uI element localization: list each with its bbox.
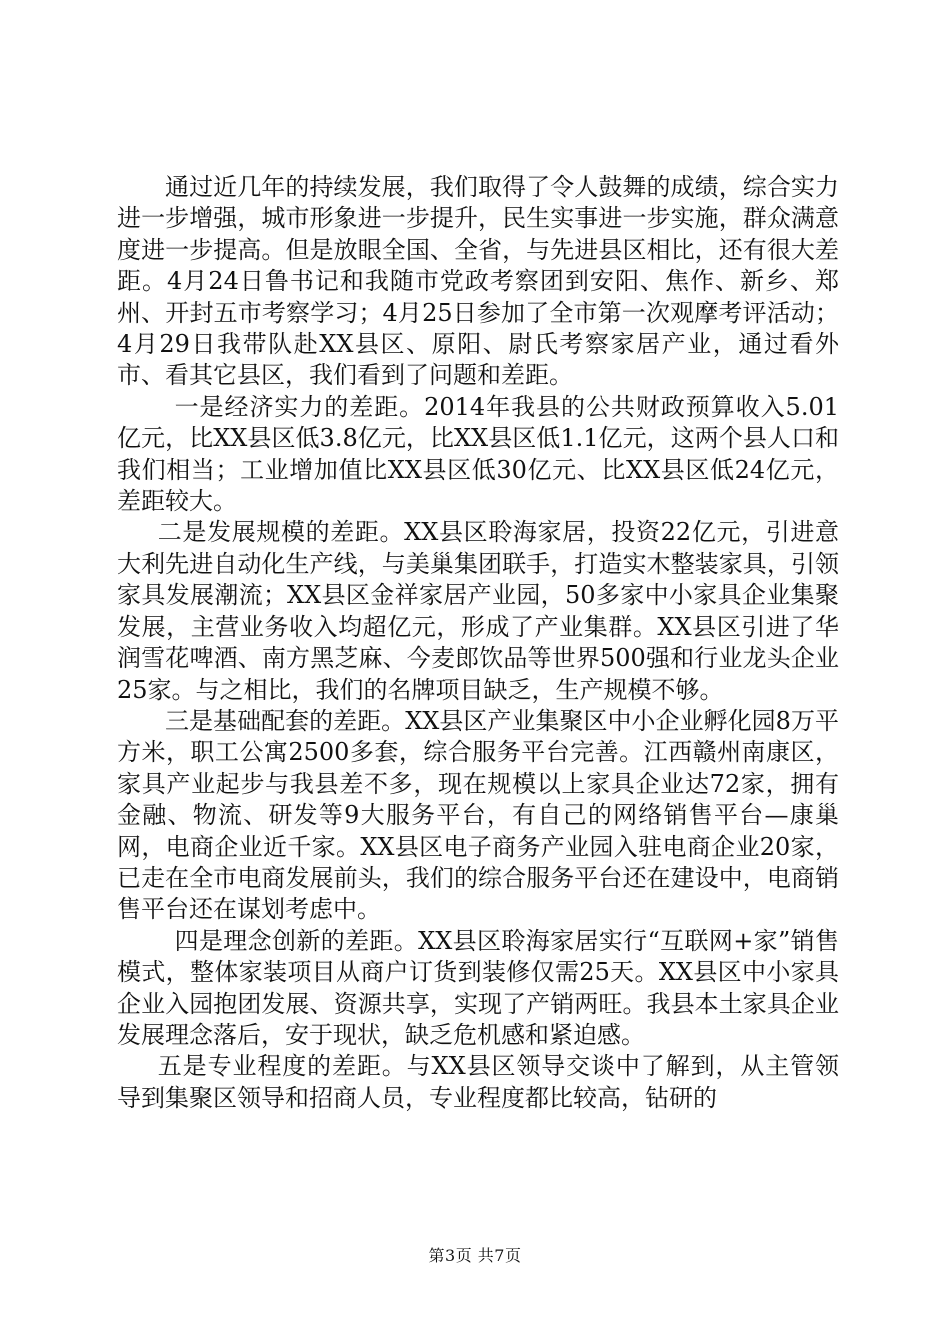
document-body [117,172,839,1114]
paragraph-innovation-gap: 四是理念创新的差距。XX县区聆海家居实行“互联网+家”销售模式，整体家装项目从商户订货到装修仅需25天。XX县区中小家具企业入园抱团发展、资源共享，实现了产销两旺。我县本土家具企业发展理念落后，安于现状，缺乏危机感和紧迫感。 [117,926,839,1049]
page-footer: 第3页 共7页 [428,1246,522,1265]
paragraph-economic-gap: 一是经济实力的差距。2014年我县的公共财政预算收入5.01亿元，比XX县区低3.8亿元，比XX县区低1.1亿元，这两个县人口和我们相当；工业增加值比XX县区低30亿元、比XX县区低24亿元，差距较大。 [117,392,839,516]
paragraph-infrastructure-gap: 三是基础配套的差距。XX县区产业集聚区中小企业孵化园8万平方米，职工公寓2500多套，综合服务平台完善。江西赣州南康区，家具产业起步与我县差不多，现在规模以上家具企业达72家，拥有金融、物流、研发等9大服务平台，有自己的网络销售平台—康巢网，电商企业近千家。XX县区电子商务产业园入驻电商企业20家，已走在全市电商发展前头，我们的综合服务平台还在建设中，电商销售平台还在谋划考虑中。 [117,706,839,924]
paragraph-scale-gap: 二是发展规模的差距。XX县区聆海家居，投资22亿元，引进意大利先进自动化生产线，与美巢集团联手，打造实木整装家具，引领家具发展潮流；XX县区金祥家居产业园，50多家中小家具企业集聚发展，主营业务收入均超亿元，形成了产业集群。XX县区引进了华润雪花啤酒、南方黑芝麻、今麦郎饮品等世界500强和行业龙头企业25家。与之相比，我们的名牌项目缺乏，生产规模不够。 [117,518,839,704]
paragraph-intro: 通过近几年的持续发展，我们取得了令人鼓舞的成绩，综合实力进一步增强，城市形象进一步提升，民生实事进一步实施，群众满意度进一步提高。但是放眼全国、全省，与先进县区相比，还有很大差距。4月24日鲁书记和我随市党政考察团到安阳、焦作、新乡、郑州、开封五市考察学习；4月25日参加了全市第一次观摩考评活动；4月29日我带队赴XX县区、原阳、尉氏考察家居产业，通过看外市、看其它县区，我们看到了问题和差距。 [117,173,839,390]
paragraph-expertise-gap: 五是专业程度的差距。与XX县区领导交谈中了解到，从主管领导到集聚区领导和招商人员，专业程度都比较高，钻研的 [117,1052,839,1112]
